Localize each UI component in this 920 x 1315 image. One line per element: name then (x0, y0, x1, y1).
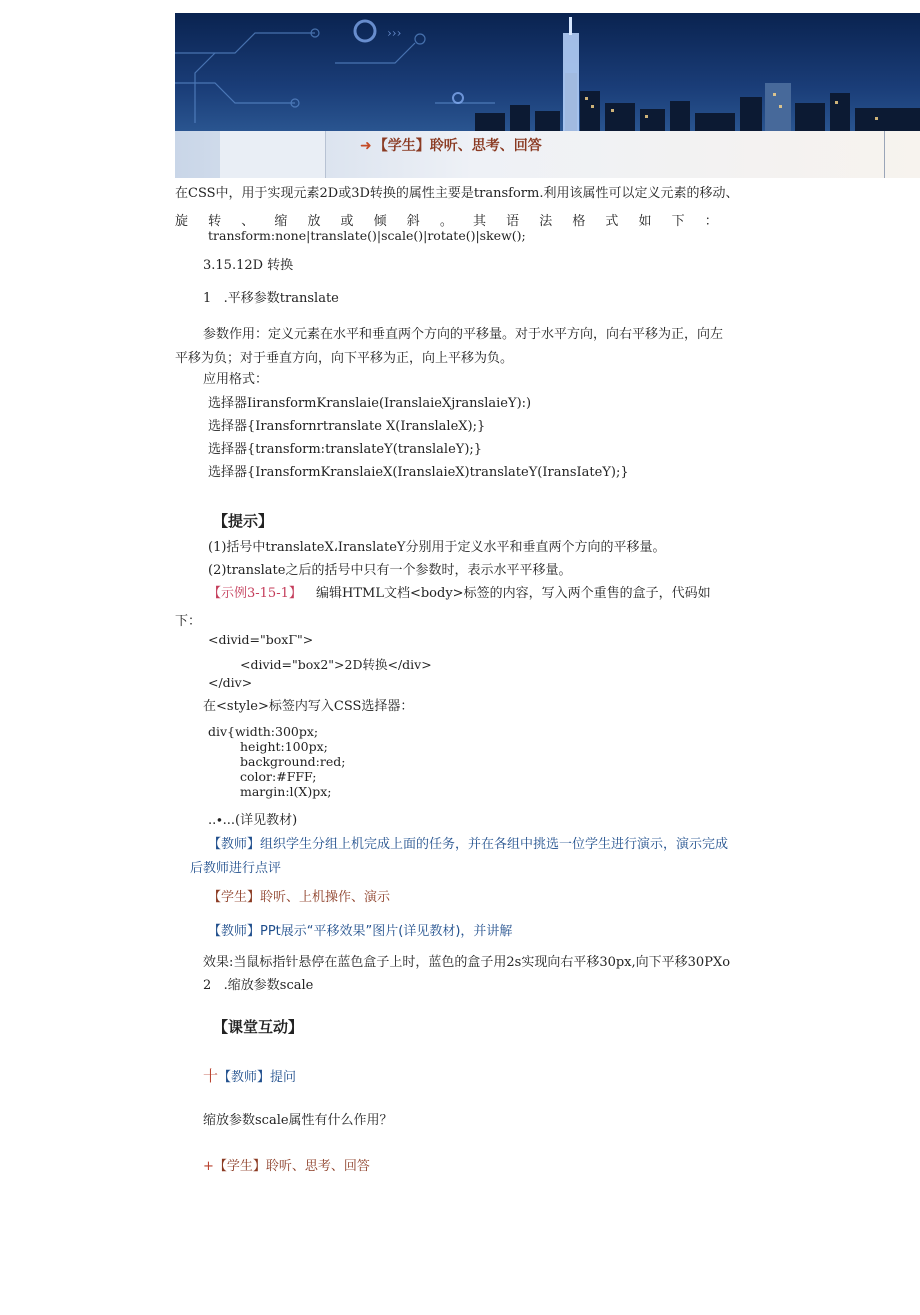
intro-line-1: 在CSS中，用于实现元素2D或3D转换的属性主要是transform.利用该属性可以定义元素的移动、 (175, 186, 739, 201)
student-answer (203, 1159, 370, 1176)
intro-word: ： (704, 214, 718, 229)
banner-caption (360, 135, 542, 155)
format-line: 选择器{IransformKranslaieX(IranslaieX)translateY(IransIateY);} (208, 465, 629, 480)
item-1-heading: 1 .平移参数translate (203, 291, 339, 306)
banner-left-panel (220, 131, 326, 178)
teacher-ask-text: 【教师】提问 (218, 1070, 297, 1085)
intro-line-2 (175, 210, 718, 229)
format-line: 选择器{transform:translateY(translaleY);} (208, 442, 483, 457)
question: 缩放参数scale属性有什么作用？ (203, 1113, 393, 1128)
intro-word: 式 (605, 214, 619, 229)
intro-word: 缩 (274, 214, 288, 229)
intro-word: 语 (506, 214, 520, 229)
param-desc-line-2: 平移为负；对于垂直方向，向下平移为正，向上平移为负。 (175, 351, 514, 366)
css-code-line: height:100px; (240, 739, 328, 754)
teacher-instruction-line-2: 后教师进行点评 (190, 861, 282, 876)
css-code-line: color:#FFF; (240, 769, 317, 784)
intro-word: 下 (671, 214, 685, 229)
css-code-line: background:red; (240, 754, 346, 769)
tip-line: (2)translate之后的括号中只有一个参数时，表示水平平移量。 (208, 563, 572, 578)
effect-description: 效果:当鼠标指针悬停在蓝色盒子上时，蓝色的盒子用2s实现向右平移30px,向下平移30PXo (203, 955, 731, 970)
intro-word: 旋 (175, 214, 189, 229)
svg-text:›››: ››› (387, 26, 402, 40)
tip-line: (1)括号中translateX،IranslateY分别用于定义水平和垂直两个方向的平移量。 (208, 540, 666, 555)
intro-word: 其 (472, 214, 486, 229)
intro-word: 放 (307, 214, 321, 229)
intro-word: 倾 (373, 214, 387, 229)
intro-word: 或 (340, 214, 354, 229)
css-code-line: margin:l(X)px; (240, 784, 332, 799)
intro-word: 如 (638, 214, 652, 229)
ellipsis-note: ..∙...(详见教材) (208, 813, 298, 828)
arrow-icon: ➜ (360, 138, 372, 154)
teacher-ask (203, 1067, 296, 1087)
intro-word: 格 (572, 214, 586, 229)
html-code-line: <divid="box2">2D转换</div> (240, 657, 432, 672)
student-response: 【学生】聆听、上机操作、演示 (208, 890, 391, 905)
param-desc-line-1: 参数作用：定义元素在水平和垂直两个方向的平移量。对于水平方向，向右平移为正，向左 (203, 327, 724, 342)
banner-caption-text: 【学生】聆听、思考、回答 (373, 138, 542, 154)
html-code-line: <divid="boxΓ"> (208, 632, 314, 647)
html-code-line: </div> (208, 675, 253, 690)
format-label: 应用格式： (203, 372, 269, 387)
intro-word: 、 (241, 214, 255, 229)
teacher-ppt: 【教师】PPt展示“平移效果”图片(详见教材)，并讲解 (208, 924, 513, 939)
format-line: 选择器IiransformKranslaie(IranslaieXjranslaieY):) (208, 396, 532, 411)
intro-word: 转 (208, 214, 222, 229)
plus-icon: 十 (203, 1067, 219, 1085)
banner-strip (175, 131, 920, 178)
banner-right-divider (884, 131, 885, 178)
plus-icon: + (203, 1159, 214, 1174)
css-code-line: div{width:300px; (208, 724, 319, 739)
style-intro: 在<style>标签内写入CSS选择器： (203, 699, 414, 714)
header-banner (175, 13, 920, 178)
intro-word: 。 (439, 214, 453, 229)
item-2-heading: 2 .缩放参数scale (203, 978, 314, 993)
interact-heading: 【课堂互动】 (213, 1018, 304, 1036)
teacher-instruction-line-1: 【教师】组织学生分组上机完成上面的任务，并在各组中挑选一位学生进行演示，演示完成 (208, 837, 729, 852)
section-title: 3.15.12D 转换 (203, 258, 294, 273)
intro-word: 斜 (406, 214, 420, 229)
tip-heading: 【提示】 (213, 512, 274, 530)
transform-syntax: transform:none|translate()|scale()|rotate()|skew(); (208, 228, 526, 243)
format-line: 选择器{Iransfornrtranslate X(IranslaleX);} (208, 419, 486, 434)
example-line (208, 586, 711, 603)
example-label: 【示例3-15-1】 (208, 586, 302, 601)
example-cont: 下： (175, 614, 202, 629)
intro-word: 法 (539, 214, 553, 229)
example-text: 编辑HTML文档<body>标签的内容，写入两个重售的盒子，代码如 (316, 586, 711, 601)
student-answer-text: 【学生】聆听、思考、回答 (213, 1159, 370, 1174)
